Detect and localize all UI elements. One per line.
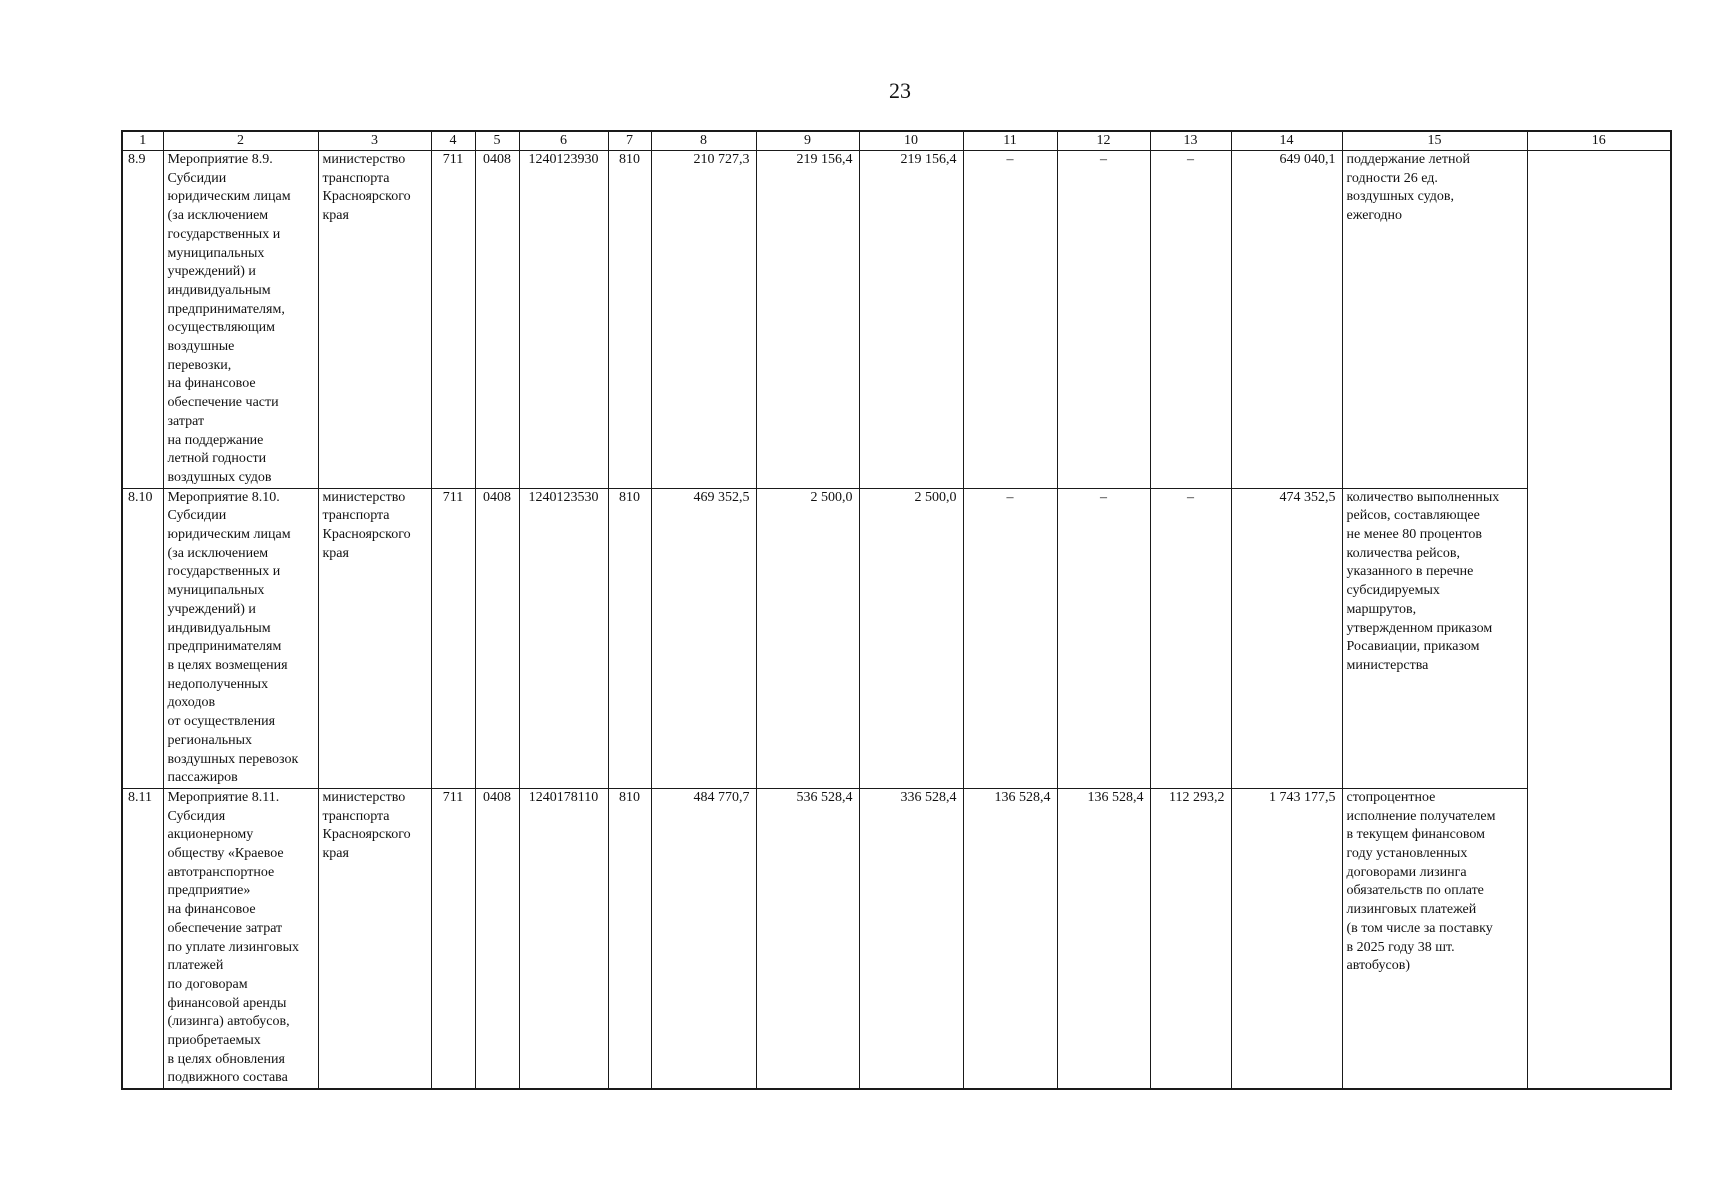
expected-result-text: стопроцентное исполнение получателем в текущем финансовом году установленных договорами лизинга обязательств по оплате лизинговых платежей (в том числе за поставку в 2025 году 38 шт. автобусов) <box>1346 789 1496 974</box>
column-header: 8 <box>651 131 756 151</box>
column-header: 12 <box>1057 131 1150 151</box>
amount-col12: – <box>1057 488 1150 788</box>
code-target: 1240123930 <box>519 151 608 489</box>
amount-total: 649 040,1 <box>1231 151 1342 489</box>
column-header: 1 <box>122 131 163 151</box>
code-expense-type: 810 <box>608 151 651 489</box>
row-index: 8.9 <box>122 151 163 489</box>
page-number-text: 23 <box>889 78 911 103</box>
column-header: 5 <box>475 131 519 151</box>
measure-name-text: Мероприятие 8.10. Субсидии юридическим лицам (за исключением государственных и муниципальных учреждений) и индивидуальным предпринимателям в целях возмещения недополученных доходов от осуществления региональных воздушных перевозок пассажиров <box>167 489 299 786</box>
measure-name-text: Мероприятие 8.11. Субсидия акционерному обществу «Краевое автотранспортное предприятие» на финансовое обеспечение затрат по уплате лизинговых платежей по договорам финансовой аренды (лизинга) автобусов, приобретаемых в целях обновления подвижного состава <box>167 789 300 1086</box>
amount-col9: 219 156,4 <box>756 151 859 489</box>
code-grbs: 711 <box>431 151 475 489</box>
amount-col13: – <box>1150 488 1231 788</box>
code-grbs: 711 <box>431 488 475 788</box>
expected-result <box>1342 151 1527 489</box>
code-section: 0408 <box>475 488 519 788</box>
column-header: 13 <box>1150 131 1231 151</box>
amount-col10: 336 528,4 <box>859 788 963 1089</box>
table-row <box>122 488 1671 788</box>
executor-text: министерство транспорта Красноярского края <box>322 489 411 561</box>
amount-col8: 469 352,5 <box>651 488 756 788</box>
executor-text: министерство транспорта Красноярского края <box>322 152 411 224</box>
column-header: 9 <box>756 131 859 151</box>
code-section: 0408 <box>475 788 519 1089</box>
column-header: 3 <box>318 131 431 151</box>
executor <box>318 788 431 1089</box>
column-header: 14 <box>1231 131 1342 151</box>
executor-text: министерство транспорта Красноярского края <box>322 789 411 862</box>
column-header: 11 <box>963 131 1057 151</box>
page-number <box>0 78 1717 104</box>
row-index: 8.11 <box>122 788 163 1089</box>
column-header: 7 <box>608 131 651 151</box>
column-header: 6 <box>519 131 608 151</box>
amount-col13: 112 293,2 <box>1150 788 1231 1089</box>
amount-col12: 136 528,4 <box>1057 788 1150 1089</box>
expected-result <box>1342 488 1527 788</box>
amount-col9: 2 500,0 <box>756 488 859 788</box>
column-16-cell <box>1527 151 1671 1090</box>
amount-col8: 210 727,3 <box>651 151 756 489</box>
code-section: 0408 <box>475 151 519 489</box>
expected-result <box>1342 788 1527 1089</box>
budget-table <box>121 130 1672 1090</box>
code-grbs: 711 <box>431 788 475 1089</box>
amount-col10: 2 500,0 <box>859 488 963 788</box>
table-row <box>122 788 1671 1089</box>
column-header: 16 <box>1527 131 1671 151</box>
executor <box>318 151 431 489</box>
code-expense-type: 810 <box>608 788 651 1089</box>
measure-name-text: Мероприятие 8.9. Субсидии юридическим лицам (за исключением государственных и муниципальных учреждений) и индивидуальным предпринимателям, осуществляющим воздушные перевозки, на финансовое обеспечение части затрат на поддержание летной годности воздушных судов <box>167 152 291 485</box>
amount-total: 1 743 177,5 <box>1231 788 1342 1089</box>
column-header: 15 <box>1342 131 1527 151</box>
code-target: 1240178110 <box>519 788 608 1089</box>
column-header: 4 <box>431 131 475 151</box>
table-row <box>122 151 1671 489</box>
amount-col12: – <box>1057 151 1150 489</box>
measure-name <box>163 151 318 489</box>
measure-name <box>163 488 318 788</box>
row-index: 8.10 <box>122 488 163 788</box>
code-expense-type: 810 <box>608 488 651 788</box>
amount-col11: 136 528,4 <box>963 788 1057 1089</box>
column-header: 10 <box>859 131 963 151</box>
header-row <box>122 131 1671 151</box>
measure-name <box>163 788 318 1089</box>
column-header: 2 <box>163 131 318 151</box>
amount-col13: – <box>1150 151 1231 489</box>
amount-total: 474 352,5 <box>1231 488 1342 788</box>
code-target: 1240123530 <box>519 488 608 788</box>
amount-col10: 219 156,4 <box>859 151 963 489</box>
executor <box>318 488 431 788</box>
expected-result-text: количество выполненных рейсов, составляющее не менее 80 процентов количества рейсов, указанного в перечне субсидируемых маршрутов, утвержденном приказом Росавиации, приказом министерства <box>1346 489 1500 673</box>
amount-col11: – <box>963 151 1057 489</box>
amount-col11: – <box>963 488 1057 788</box>
expected-result-text: поддержание летной годности 26 ед. воздушных судов, ежегодно <box>1346 152 1470 224</box>
amount-col9: 536 528,4 <box>756 788 859 1089</box>
amount-col8: 484 770,7 <box>651 788 756 1089</box>
